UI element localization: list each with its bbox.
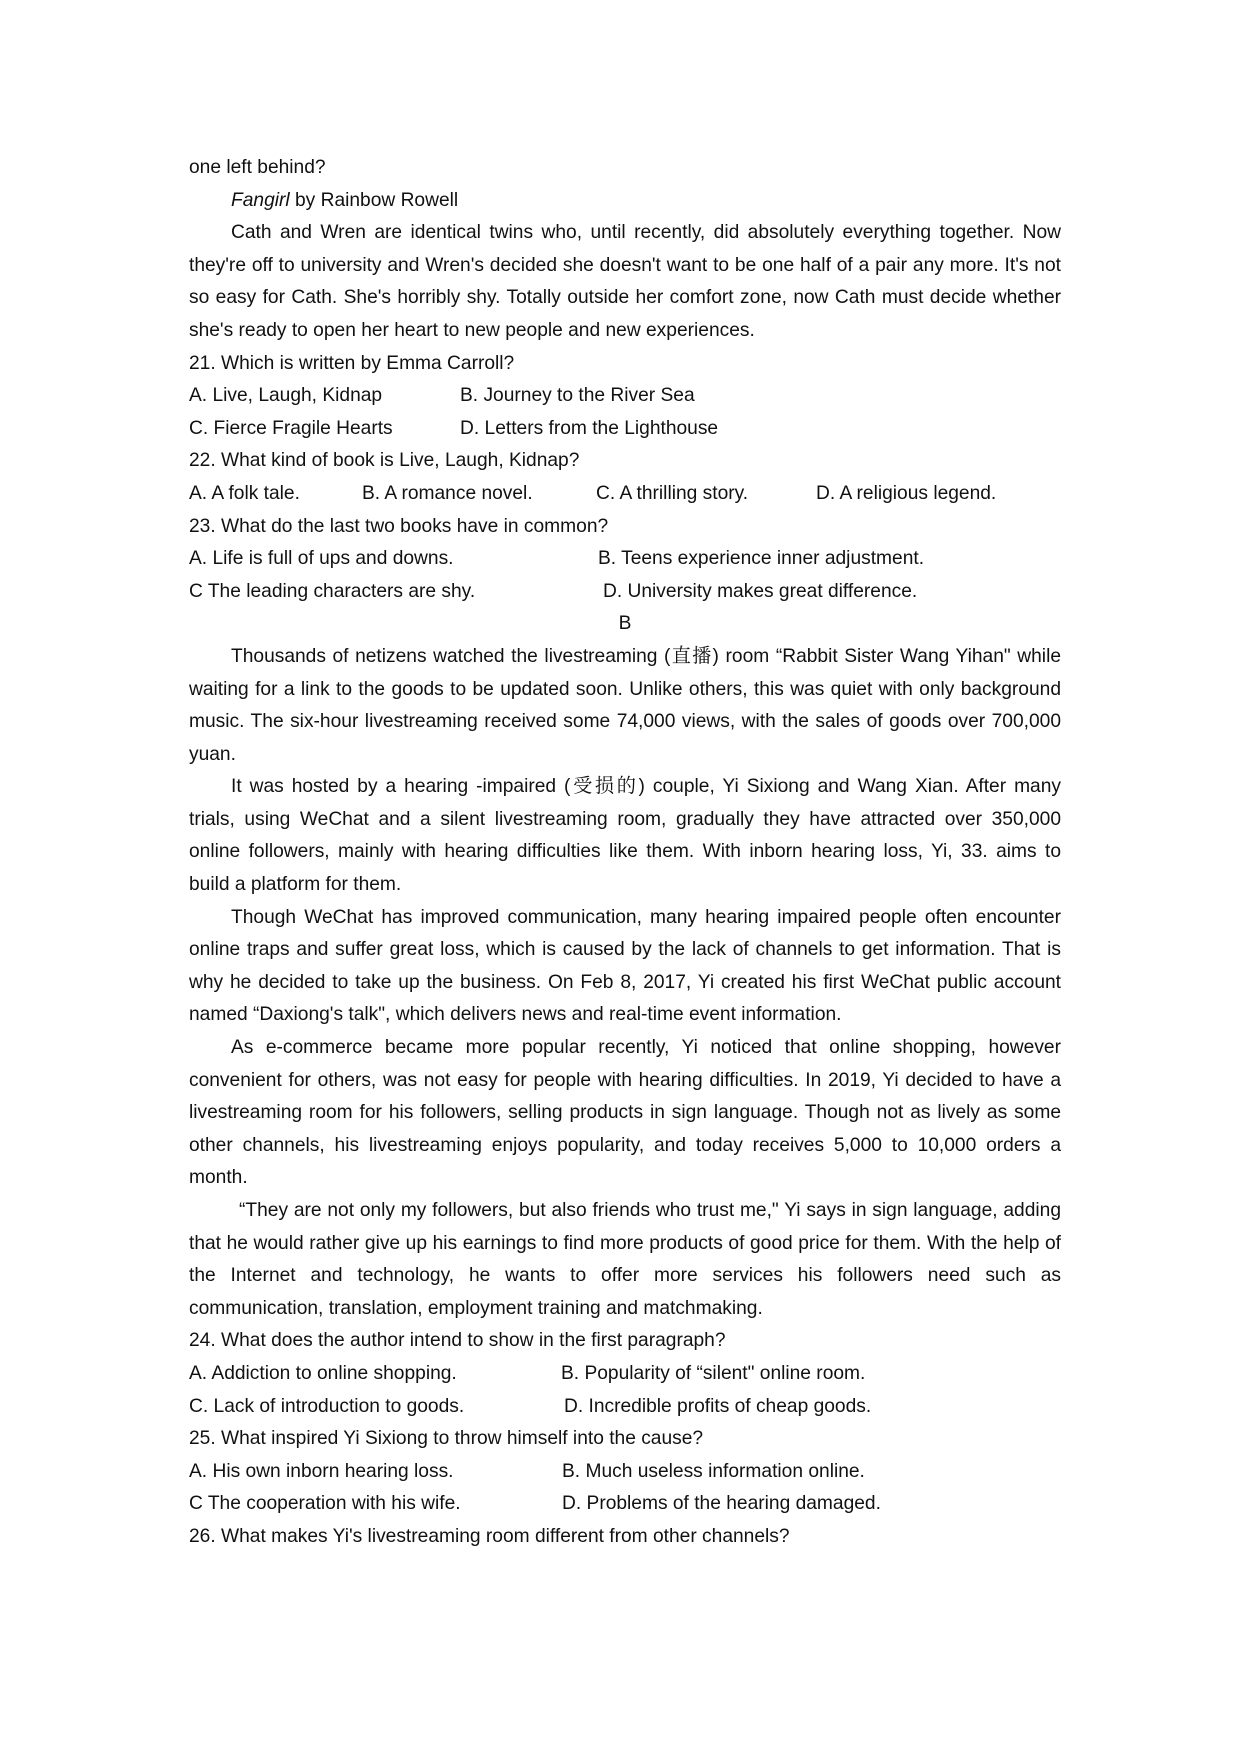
question-21-option-d: D. Letters from the Lighthouse [460, 417, 719, 439]
question-24-options-row-2 [189, 1391, 1061, 1424]
passage-b-paragraph-5: “They are not only my followers, but also friends who trust me," Yi says in sign language, adding that he would rather give up his earnings to find more products of good price for them. With the help of the Internet and technology, he wants to offer more services his followers need such as communication, translation, employment training and matchmaking. [189, 1200, 1061, 1319]
question-25-options-row-2 [189, 1488, 1061, 1521]
question-24-stem: 24. What does the author intend to show in the first paragraph? [189, 1330, 726, 1352]
book-title: Fangirl [231, 189, 290, 211]
book-author: by Rainbow Rowell [289, 189, 459, 211]
question-22-options-row-1 [189, 478, 1061, 511]
passage-b-paragraph-1: Thousands of netizens watched the livestreaming (直播) room “Rabbit Sister Wang Yihan" while waiting for a link to the goods to be updated soon. Unlike others, this was quiet with only background music. The six-hour livestreaming received some 74,000 views, with the sales of goods over 700,000 yuan. [189, 645, 1061, 765]
question-23-option-d: D. University makes great difference. [603, 580, 918, 602]
question-25-option-d: D. Problems of the hearing damaged. [562, 1493, 881, 1515]
question-24-option-b: B. Popularity of “silent" online room. [561, 1362, 866, 1384]
passage-b-paragraph-2: It was hosted by a hearing -impaired (受损的) couple, Yi Sixiong and Wang Xian. After many trials, using WeChat and a silent livestreaming room, gradually they have attracted over 350,000 online followers, mainly with hearing difficulties like them. With inborn hearing loss, Yi, 33. aims to build a platform for them. [189, 776, 1061, 896]
question-21-option-a: A. Live, Laugh, Kidnap [189, 385, 383, 407]
passage-b-paragraph-4: As e-commerce became more popular recently, Yi noticed that online shopping, however convenient for others, was not easy for people with hearing difficulties. In 2019, Yi decided to have a livestreaming room for his followers, selling products in sign language. Though not as lively as some other channels, his livestreaming enjoys popularity, and today receives 5,000 to 10,000 orders a month. [189, 1037, 1061, 1189]
question-21-options-row-1 [189, 380, 1061, 413]
question-22-stem: 22. What kind of book is Live, Laugh, Kidnap? [189, 450, 580, 472]
question-24-option-d: D. Incredible profits of cheap goods. [564, 1395, 872, 1417]
passage-b-paragraph-3: Though WeChat has improved communication, many hearing impaired people often encounter online traps and suffer great loss, which is caused by the lack of channels to get information. That is why he decided to take up the business. On Feb 8, 2017, Yi created his first WeChat public account named “Daxiong's talk", which delivers news and real-time event information. [189, 906, 1061, 1026]
question-23-options-row-1 [189, 543, 1061, 576]
book-title-line [189, 185, 1061, 218]
question-21-stem: 21. Which is written by Emma Carroll? [189, 352, 515, 374]
question-21-option-c: C. Fierce Fragile Hearts [189, 417, 393, 439]
question-22-option-c: C. A thrilling story. [596, 482, 749, 504]
exam-page [189, 152, 1061, 1554]
section-b-heading: B [618, 613, 632, 635]
previous-passage-fragment: one left behind? [189, 157, 326, 178]
question-25-options-row-1 [189, 1456, 1061, 1489]
question-25-option-a: A. His own inborn hearing loss. [189, 1460, 454, 1482]
question-24-option-a: A. Addiction to online shopping. [189, 1362, 457, 1384]
question-21-option-b: B. Journey to the River Sea [460, 385, 695, 407]
question-25-option-c: C The cooperation with his wife. [189, 1493, 461, 1515]
question-23-option-c: C The leading characters are shy. [189, 580, 476, 602]
question-22-option-a: A. A folk tale. [189, 482, 300, 504]
question-22-option-b: B. A romance novel. [362, 482, 533, 504]
question-21-options-row-2 [189, 413, 1061, 446]
question-23-option-a: A. Life is full of ups and downs. [189, 548, 454, 570]
question-23-stem: 23. What do the last two books have in common? [189, 515, 609, 537]
question-22-option-d: D. A religious legend. [816, 482, 997, 504]
question-26-stem: 26. What makes Yi's livestreaming room different from other channels? [189, 1525, 790, 1547]
question-23-options-row-2 [189, 576, 1061, 609]
question-25-option-b: B. Much useless information online. [562, 1460, 865, 1482]
book-description: Cath and Wren are identical twins who, until recently, did absolutely everything together. Now they're off to university and Wren's decided she doesn't want to be one half of a pair any more. It's not so easy for Cath. She's horribly shy. Totally outside her comfort zone, now Cath must decide whether she's ready to open her heart to new people and new experiences. [189, 222, 1061, 341]
question-24-options-row-1 [189, 1358, 1061, 1391]
question-24-option-c: C. Lack of introduction to goods. [189, 1395, 465, 1417]
question-23-option-b: B. Teens experience inner adjustment. [598, 548, 925, 570]
question-25-stem: 25. What inspired Yi Sixiong to throw himself into the cause? [189, 1428, 704, 1450]
